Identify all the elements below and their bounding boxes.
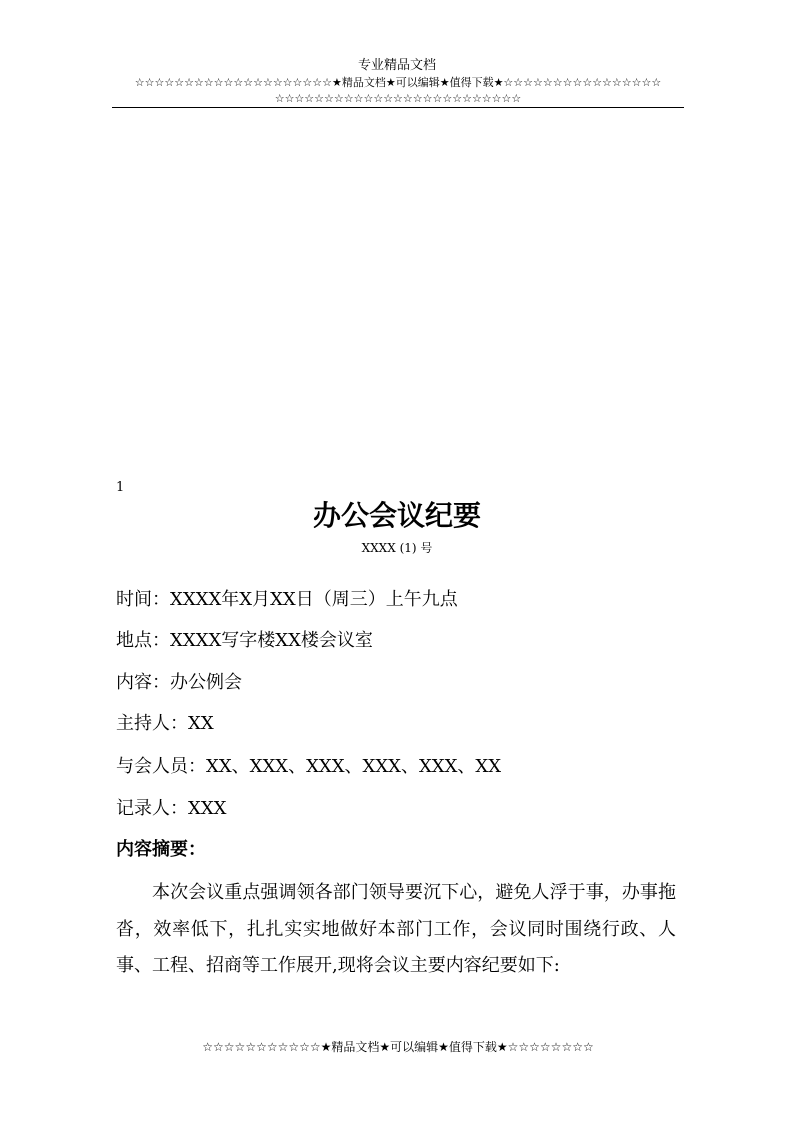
header-stars-line: ☆☆☆☆☆☆☆☆☆☆☆☆☆☆☆☆☆☆☆☆☆☆☆☆☆ xyxy=(274,92,522,105)
meeting-host: 主持人：XX xyxy=(116,713,214,734)
meeting-content: 内容：办公例会 xyxy=(116,672,242,693)
header-stars-line: ☆☆☆☆☆☆☆☆☆☆☆☆☆☆☆☆☆☆☆☆★精品文档★可以编辑★值得下载★☆☆☆☆☆☆☆☆☆☆☆☆☆☆☆☆ xyxy=(134,76,662,89)
header-divider xyxy=(112,107,684,108)
footer-stars-line: ☆☆☆☆☆☆☆☆☆☆☆★精品文档★可以编辑★值得下载★☆☆☆☆☆☆☆☆ xyxy=(202,1040,594,1054)
header-title: 专业精品文档 xyxy=(357,58,436,73)
page-number: 1 xyxy=(116,480,125,495)
meeting-time: 时间：XXXX年X月XX日（周三）上午九点 xyxy=(116,589,458,610)
document-title: 办公会议纪要 xyxy=(312,499,481,532)
summary-heading: 内容摘要： xyxy=(116,839,206,860)
meeting-recorder: 记录人：XXX xyxy=(116,798,227,819)
document-number: XXXX (1) 号 xyxy=(361,541,433,555)
meeting-attendees: 与会人员：XX、XXX、XXX、XXX、XXX、XX xyxy=(116,756,502,777)
meeting-location: 地点：XXXX写字楼XX楼会议室 xyxy=(116,630,373,651)
summary-paragraph: 本次会议重点强调领各部门领导要沉下心，避免人浮于事，办事拖沓，效率低下，扎扎实实地做好本部门工作，会议同时围绕行政、人事、工程、招商等工作展开,现将会议主要内容纪要如下: xyxy=(116,882,676,976)
